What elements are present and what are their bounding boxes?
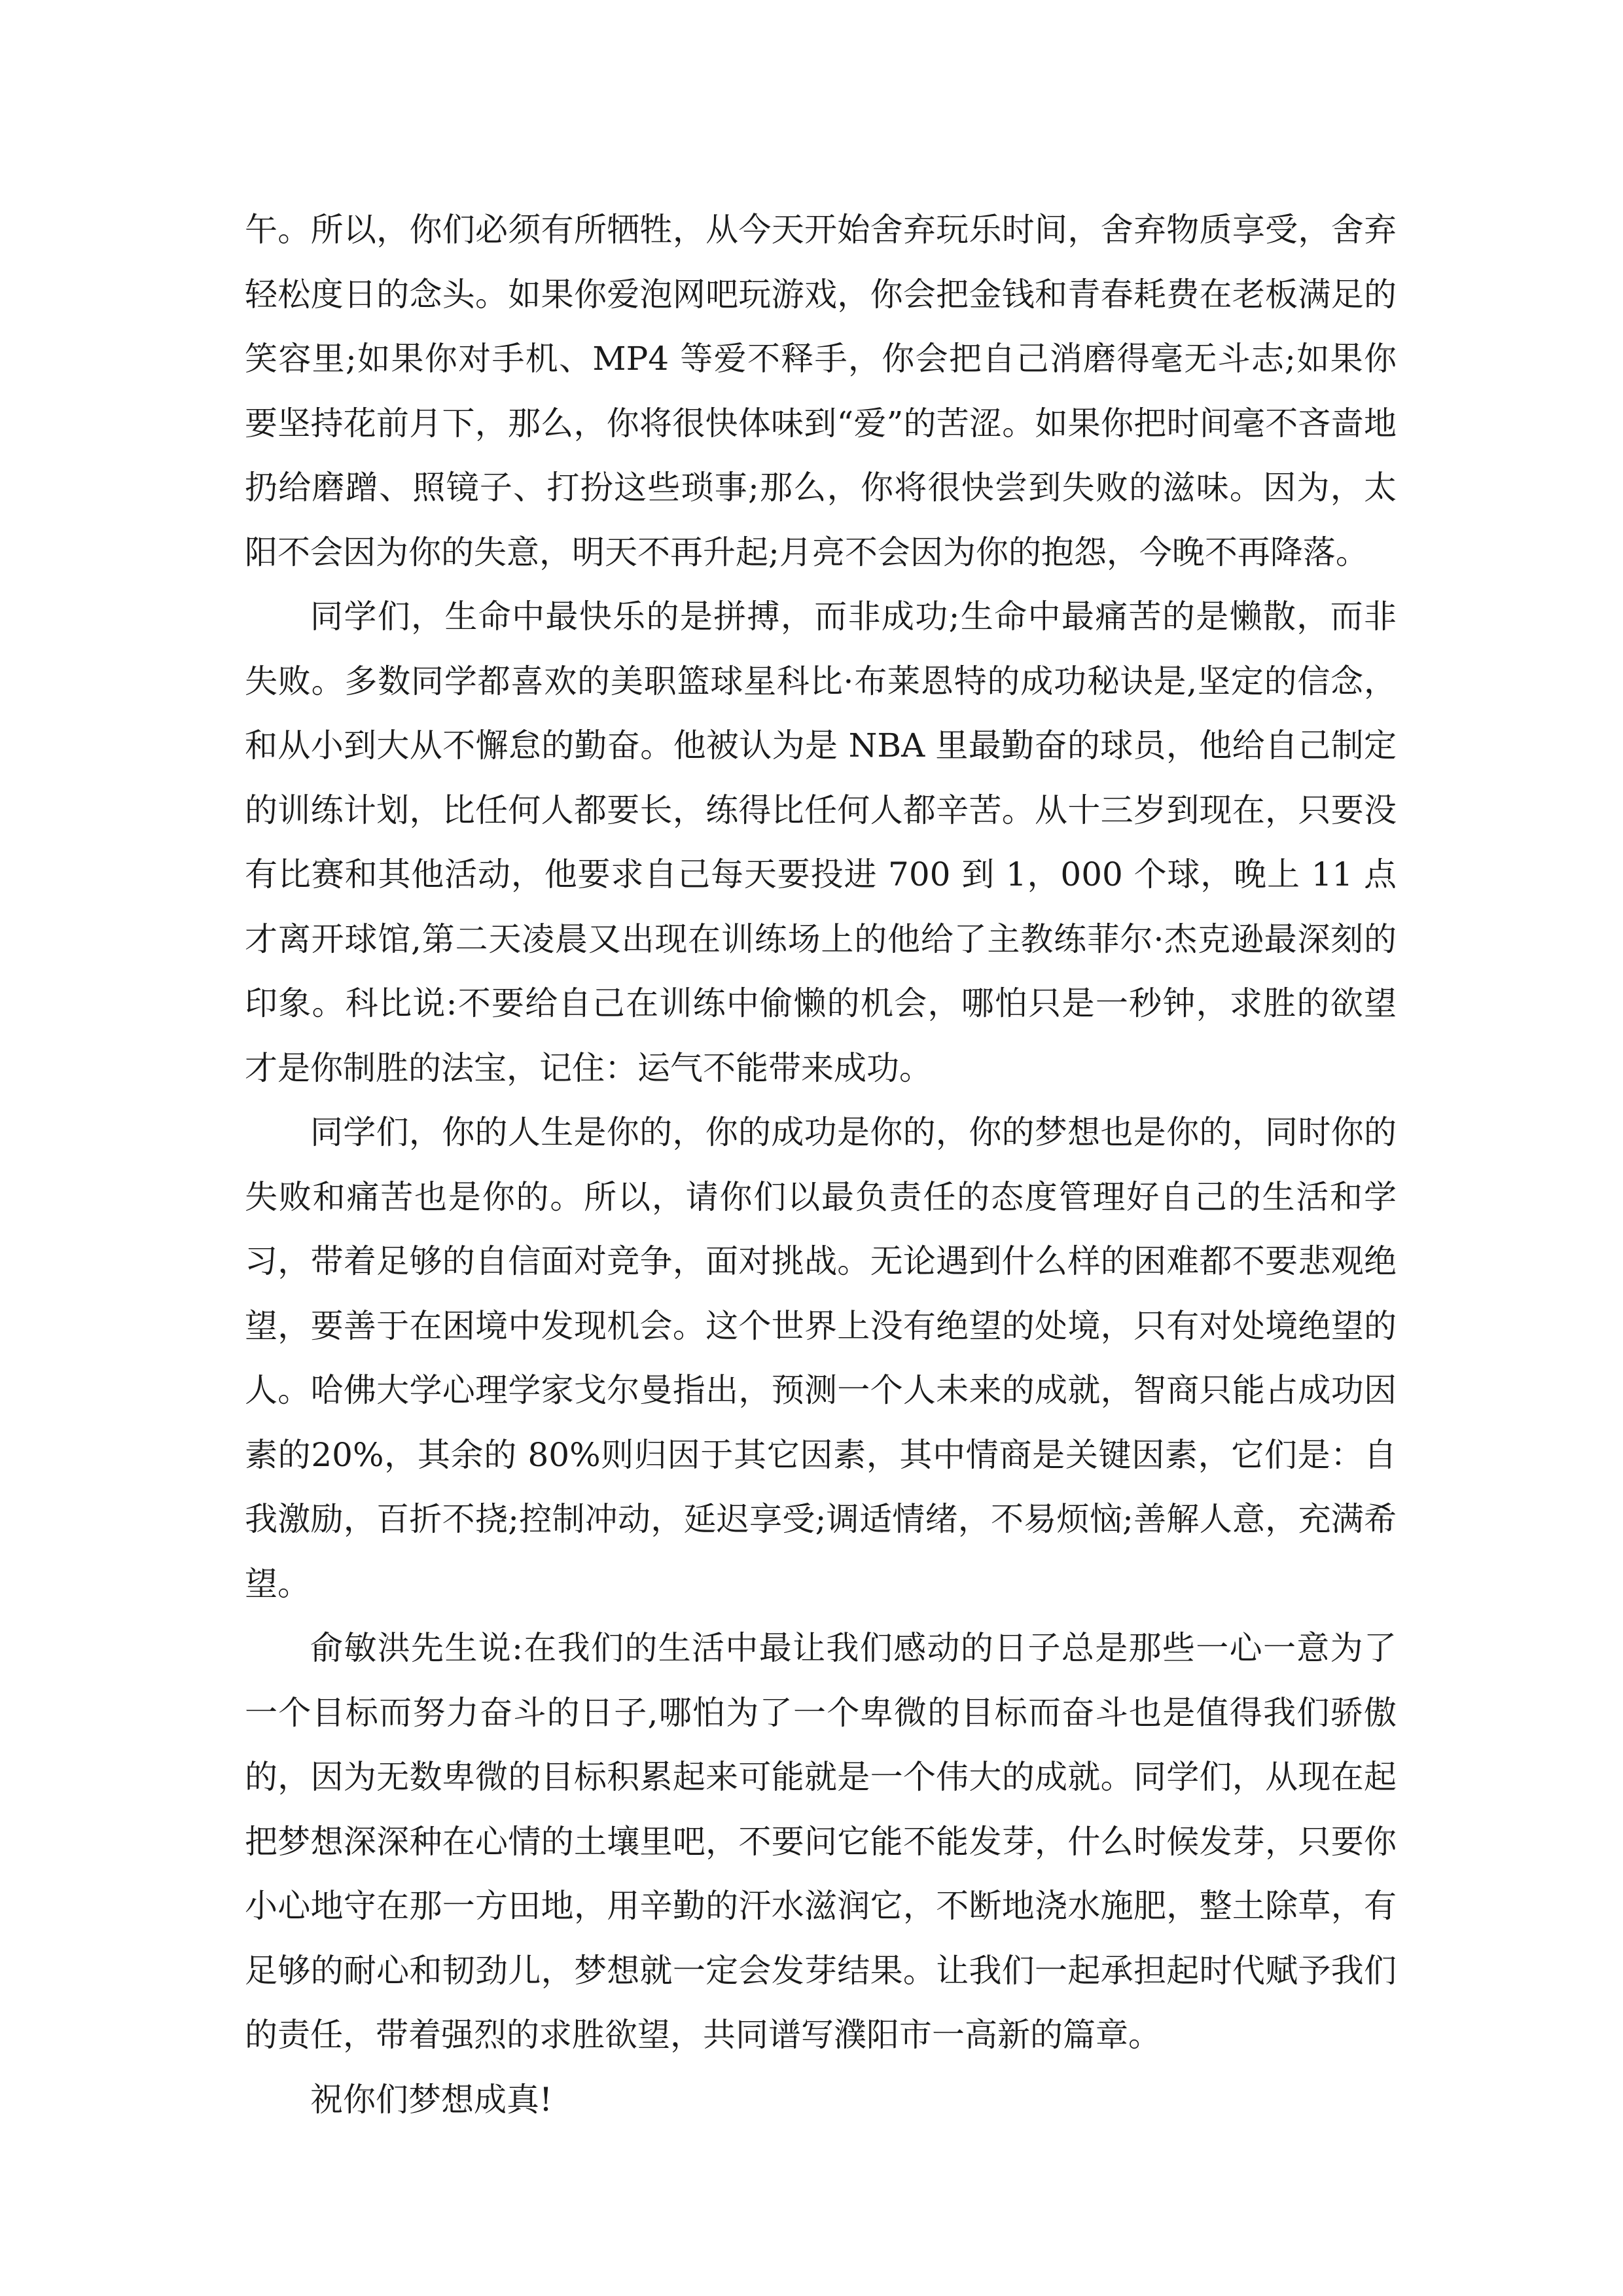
paragraph-continuation: 午。所以，你们必须有所牺牲，从今天开始舍弃玩乐时间，舍弃物质享受，舍弃轻松度日的念头。如果你爱泡网吧玩游戏，你会把金钱和青春耗费在老板满足的笑容里;如果你对手机、MP4 等爱不释手，你会把自己消磨得毫无斗志;如果你要坚持花前月下，那么，你将很快体味到“爱”的苦涩。如果你把时间毫不吝啬地扔给磨蹭、照镜子、打扮这些琐事;那么，你将很快尝到失败的滋味。因为，太阳不会因为你的失意，明天不再升起;月亮不会因为你的抱怨，今晚不再降落。: [245, 211, 1397, 571]
paragraph-kobe: 同学们，生命中最快乐的是拼搏，而非成功;生命中最痛苦的是懒散，而非失败。多数同学都喜欢的美职篮球星科比·布莱恩特的成功秘诀是,坚定的信念，和从小到大从不懈怠的勤奋。他被认为是 NBA 里最勤奋的球员，他给自己制定的训练计划，比任何人都要长，练得比任何人都辛苦。从十三岁到现在，只要没有比赛和其他活动，他要求自己每天要投进 700 到 1，000 个球，晚上 11 点才离开球馆,第二天凌晨又出现在训练场上的他给了主教练菲尔·杰克逊最深刻的印象。科比说:不要给自己在训练中偷懒的机会，哪怕只是一秒钟，求胜的欲望才是你制胜的法宝，记住：运气不能带来成功。: [245, 598, 1397, 1087]
paragraph-closing-wish: 祝你们梦想成真!: [310, 2080, 553, 2119]
paragraph-yu-minhong: 俞敏洪先生说:在我们的生活中最让我们感动的日子总是那些一心一意为了一个目标而努力奋斗的日子,哪怕为了一个卑微的目标而奋斗也是值得我们骄傲的，因为无数卑微的目标积累起来可能就是一个伟大的成就。同学们，从现在起把梦想深深种在心情的土壤里吧，不要问它能不能发芽，什么时候发芽，只要你小心地守在那一方田地，用辛勤的汗水滋润它，不断地浇水施肥，整土除草，有足够的耐心和韧劲儿，梦想就一定会发芽结果。让我们一起承担起时代赋予我们的责任，带着强烈的求胜欲望，共同谱写濮阳市一高新的篇章。: [245, 1629, 1397, 2054]
paragraph-responsibility: 同学们，你的人生是你的，你的成功是你的，你的梦想也是你的，同时你的失败和痛苦也是你的。所以，请你们以最负责任的态度管理好自己的生活和学习，带着足够的自信面对竞争，面对挑战。无论遇到什么样的困难都不要悲观绝望，要善于在困境中发现机会。这个世界上没有绝望的处境，只有对处境绝望的人。哈佛大学心理学家戈尔曼指出，预测一个人未来的成就，智商只能占成功因素的20%，其余的 80%则归因于其它因素，其中情商是关键因素，它们是：自我激励，百折不挠;控制冲动，延迟享受;调适情绪，不易烦恼;善解人意，充满希望。: [245, 1113, 1397, 1603]
document-body: [245, 198, 1397, 2132]
